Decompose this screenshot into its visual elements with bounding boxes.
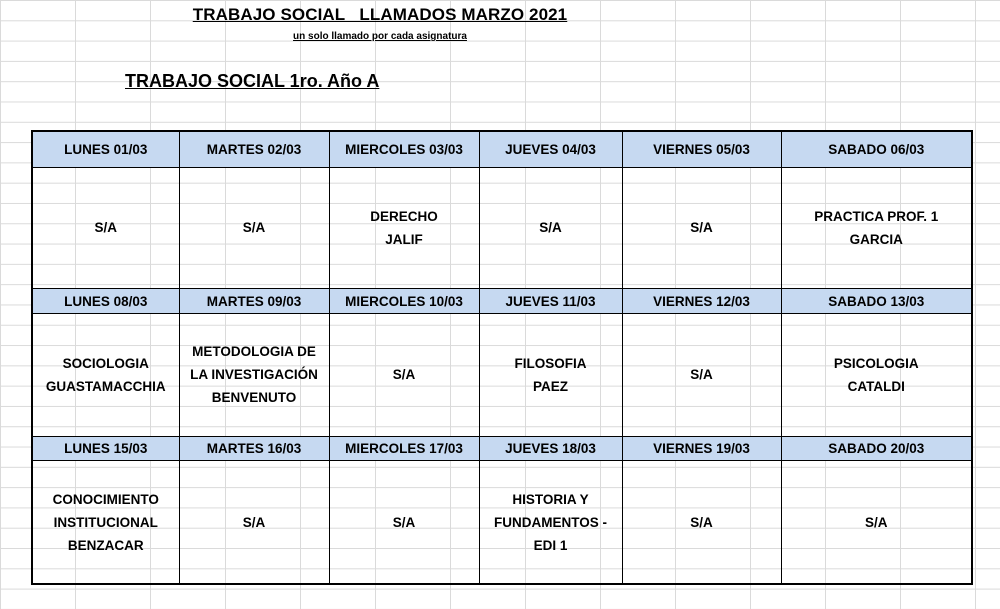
day-header-cell: LUNES 01/03	[32, 131, 179, 167]
document-title: TRABAJO SOCIAL LLAMADOS MARZO 2021	[192, 5, 568, 24]
exam-cell-line: BENZACAR	[67, 537, 144, 553]
exam-cell	[622, 167, 781, 289]
day-header-cell: VIERNES 05/03	[622, 131, 781, 167]
exam-cell-line: FUNDAMENTOS -	[494, 514, 607, 530]
exam-schedule-table	[31, 130, 973, 585]
exam-cell-line: PAEZ	[532, 378, 568, 394]
exam-cell-line: HISTORIA Y	[512, 491, 589, 507]
exam-cell-line: BENVENUTO	[211, 390, 297, 406]
exam-cell	[329, 313, 479, 436]
exam-cell-line: FILOSOFIA	[514, 355, 587, 371]
day-header-cell: MARTES 09/03	[179, 289, 329, 313]
exam-cell	[32, 461, 179, 584]
exam-cell	[32, 313, 179, 436]
exam-cell-line: PSICOLOGIA	[833, 355, 919, 371]
exam-cell-line: S/A	[392, 514, 416, 530]
exam-row	[32, 167, 972, 289]
exam-cell	[32, 167, 179, 289]
exam-cell-line: S/A	[690, 220, 713, 236]
exam-cell-line: S/A	[94, 220, 117, 236]
exam-cell	[781, 167, 972, 289]
exam-cell-line: CATALDI	[847, 378, 905, 394]
day-header-cell: LUNES 15/03	[32, 436, 179, 460]
exam-cell-line: LA INVESTIGACIÓN	[190, 367, 318, 383]
section-heading: TRABAJO SOCIAL 1ro. Año A	[125, 71, 380, 91]
exam-cell-line: S/A	[539, 220, 562, 236]
exam-cell	[479, 313, 622, 436]
exam-cell-line: INSTITUCIONAL	[53, 514, 158, 530]
exam-cell-line: S/A	[690, 367, 713, 383]
day-header-cell: JUEVES 18/03	[479, 436, 622, 460]
day-header-cell: MARTES 16/03	[179, 436, 329, 460]
exam-cell-line: PRACTICA PROF. 1	[814, 208, 939, 224]
day-header-cell: JUEVES 04/03	[479, 131, 622, 167]
exam-cell	[622, 313, 781, 436]
day-header-cell: SABADO 13/03	[781, 289, 972, 313]
exam-cell	[329, 167, 479, 289]
exam-cell-line: METODOLOGIA DE	[192, 344, 316, 360]
exam-cell-line: S/A	[242, 220, 266, 236]
exam-cell	[329, 461, 479, 584]
exam-cell	[179, 313, 329, 436]
exam-cell-line: SOCIOLOGIA	[62, 355, 149, 371]
day-header-cell: JUEVES 11/03	[479, 289, 622, 313]
exam-cell	[622, 461, 781, 584]
day-header-cell: VIERNES 19/03	[622, 436, 781, 460]
exam-cell	[781, 461, 972, 584]
day-header-cell: VIERNES 12/03	[622, 289, 781, 313]
exam-cell	[479, 167, 622, 289]
day-header-cell: MIERCOLES 03/03	[329, 131, 479, 167]
exam-cell-line: GARCIA	[849, 231, 903, 247]
day-header-cell: SABADO 06/03	[781, 131, 972, 167]
day-header-cell: SABADO 20/03	[781, 436, 972, 460]
day-header-cell: MARTES 02/03	[179, 131, 329, 167]
day-header-row	[32, 131, 972, 167]
day-header-cell: LUNES 08/03	[32, 289, 179, 313]
exam-cell-line: DERECHO	[370, 208, 438, 224]
exam-cell-line: S/A	[242, 514, 266, 530]
day-header-row	[32, 436, 972, 460]
exam-cell-line: S/A	[392, 367, 416, 383]
exam-cell	[479, 461, 622, 584]
exam-cell	[179, 461, 329, 584]
document-subtitle: un solo llamado por cada asignatura	[293, 31, 467, 42]
exam-cell-line: CONOCIMIENTO	[52, 491, 159, 507]
exam-cell-line: EDI 1	[533, 537, 568, 553]
day-header-cell: MIERCOLES 17/03	[329, 436, 479, 460]
day-header-row	[32, 289, 972, 313]
exam-cell-line: GUASTAMACCHIA	[45, 378, 166, 394]
exam-row	[32, 313, 972, 436]
exam-cell-line: S/A	[864, 514, 888, 530]
day-header-cell: MIERCOLES 10/03	[329, 289, 479, 313]
exam-cell-line: JALIF	[385, 231, 423, 247]
exam-row	[32, 461, 972, 584]
exam-cell	[179, 167, 329, 289]
exam-cell-line: S/A	[690, 514, 713, 530]
exam-cell	[781, 313, 972, 436]
